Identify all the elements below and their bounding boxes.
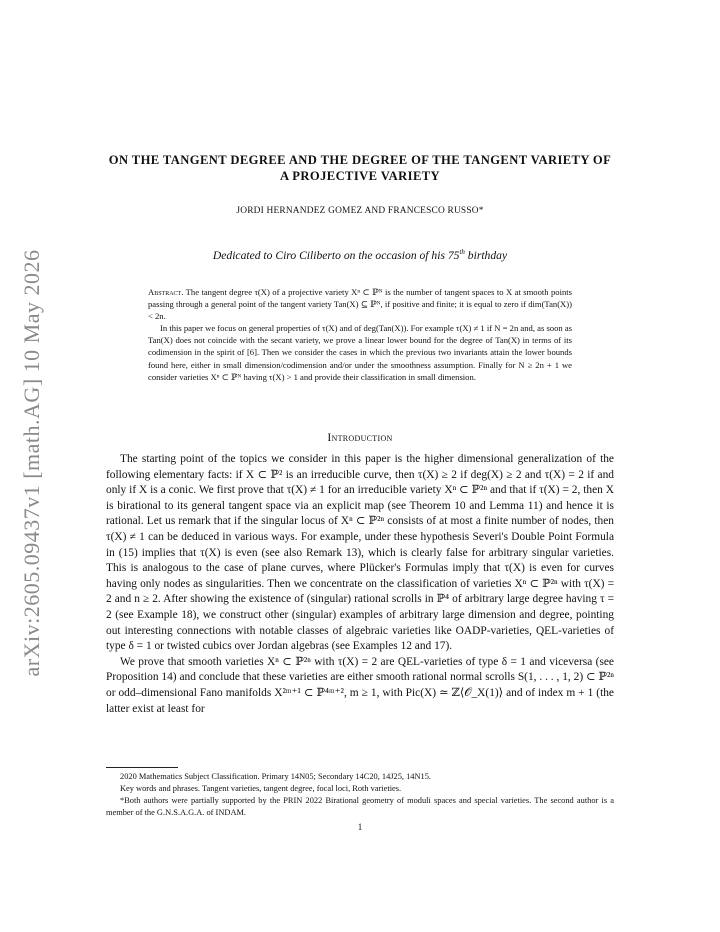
dedication (106, 248, 614, 262)
arxiv-margin-stamp (6, 238, 58, 688)
dedication-text-end: birthday (464, 248, 508, 262)
abstract (148, 286, 572, 383)
section-title-introduction: Introduction (327, 431, 393, 444)
footnote-support: *Both authors were partially supported by the PRIN 2022 Birational geometry of moduli spaces and special varieties. The second author is a member of the G.N.S.A.G.A. of INDAM. (106, 796, 614, 817)
body-paragraph-2: We prove that smooth varieties Xⁿ ⊂ ℙ²ⁿ with τ(X) = 2 are QEL-varieties of type δ = 1 and viceversa (see Proposition 14) and conclude that these varieties are either smooth rational normal scrolls S(1, . . . , 1, 2) ⊂ ℙ²ⁿ or odd–dimensional Fano manifolds X²ᵐ⁺¹ ⊂ ℙ⁴ᵐ⁺², m ≥ 1, with Pic(X) ≃ ℤ⟨𝒪_X(1)⟩ and of index m + 1 (the latter exist at least for (106, 655, 614, 715)
paper-title: ON THE TANGENT DEGREE AND THE DEGREE OF THE TANGENT VARIETY OF A PROJECTIVE VARIETY (108, 153, 612, 183)
abstract-text-1: The tangent degree τ(X) of a projective variety Xⁿ ⊂ ℙᴺ is the number of tangent spaces to X at smooth points passing through a general point of the tangent variety Tan(X) ⊆ ℙᴺ, if positive and finite; it is equal to zero if dim(Tan(X)) < 2n. (148, 287, 572, 322)
paper-authors: JORDI HERNANDEZ GOMEZ AND FRANCESCO RUSSO* (236, 206, 484, 216)
abstract-label: Abstract. (148, 287, 184, 297)
footnote-keywords: Key words and phrases. Tangent varieties, tangent degree, focal loci, Roth varieties. (120, 784, 402, 793)
footnote-msc: 2020 Mathematics Subject Classification. Primary 14N05; Secondary 14C20, 14J25, 14N15. (120, 772, 431, 781)
footnote-rule (106, 767, 178, 768)
dedication-text: Dedicated to Ciro Ciliberto on the occasion of his 75 (212, 248, 460, 262)
abstract-paragraph-2: In this paper we focus on general properties of τ(X) and of deg(Tan(X)). For example τ(X) ≠ 1 if N = 2n and, as soon as Tan(X) does not coincide with the secant variety, we prove a linear lower bound for the degree of Tan(X) in terms of its codimension in the spirit of [6]. Then we consider the cases in which the previous two invariants attain the lower bounds found here, either in small dimension/codimension and/or under the smoothness assumption. Finally for N ≥ 2n + 1 we consider varieties Xⁿ ⊂ ℙᴺ having τ(X) > 1 and provide their classification in small dimension. (148, 323, 572, 382)
dedication-superscript: th (459, 248, 465, 256)
footnotes (106, 771, 614, 819)
arxiv-stamp-text: arXiv:2605.09437v1 [math.AG] 10 May 2026 (19, 249, 44, 677)
abstract-paragraph-1 (148, 286, 572, 322)
body-text (106, 452, 614, 717)
body-paragraph-1: The starting point of the topics we consider in this paper is the higher dimensional generalization of the following elementary facts: if X ⊂ ℙ² is an irreducible curve, then τ(X) ≥ 2 if deg(X) ≥ 2 and τ(X) = 2 if and only if X is a conic. We first prove that τ(X) ≠ 1 for an irreducible variety Xⁿ ⊂ ℙ²ⁿ and that if τ(X) = 2, then X is birational to its general tangent space via an explicit map (see Theorem 10 and Lemma 11) and hence it is rational. Let us remark that if the singular locus of Xⁿ ⊂ ℙ²ⁿ consists of at most a finite number of nodes, then τ(X) ≠ 1 can be deduced in various ways. For example, under these hypothesis Severi's Double Point Formula in (15) implies that τ(X) is even (see also Remark 13), which is clearly false for arbitrary singular varieties. This is analogous to the case of plane curves, where Plücker's Formulas imply that τ(X) is even for curves having only nodes as singularities. Then we concentrate on the classification of varieties Xⁿ ⊂ ℙ²ⁿ with τ(X) = 2 and n ≥ 2. After showing the existence of (singular) rational scrolls in ℙ⁴ of arbitrary large degree having τ = 2 (see Example 18), we construct other (singular) examples of arbitrary large dimension and degree, pointing out interesting connections with notable classes of algebraic varieties like OADP-varieties, QEL-varieties of type δ = 1 or twisted cubics over Jordan algebras (see Examples 12 and 17). (106, 453, 614, 653)
page-number: 1 (357, 822, 363, 832)
